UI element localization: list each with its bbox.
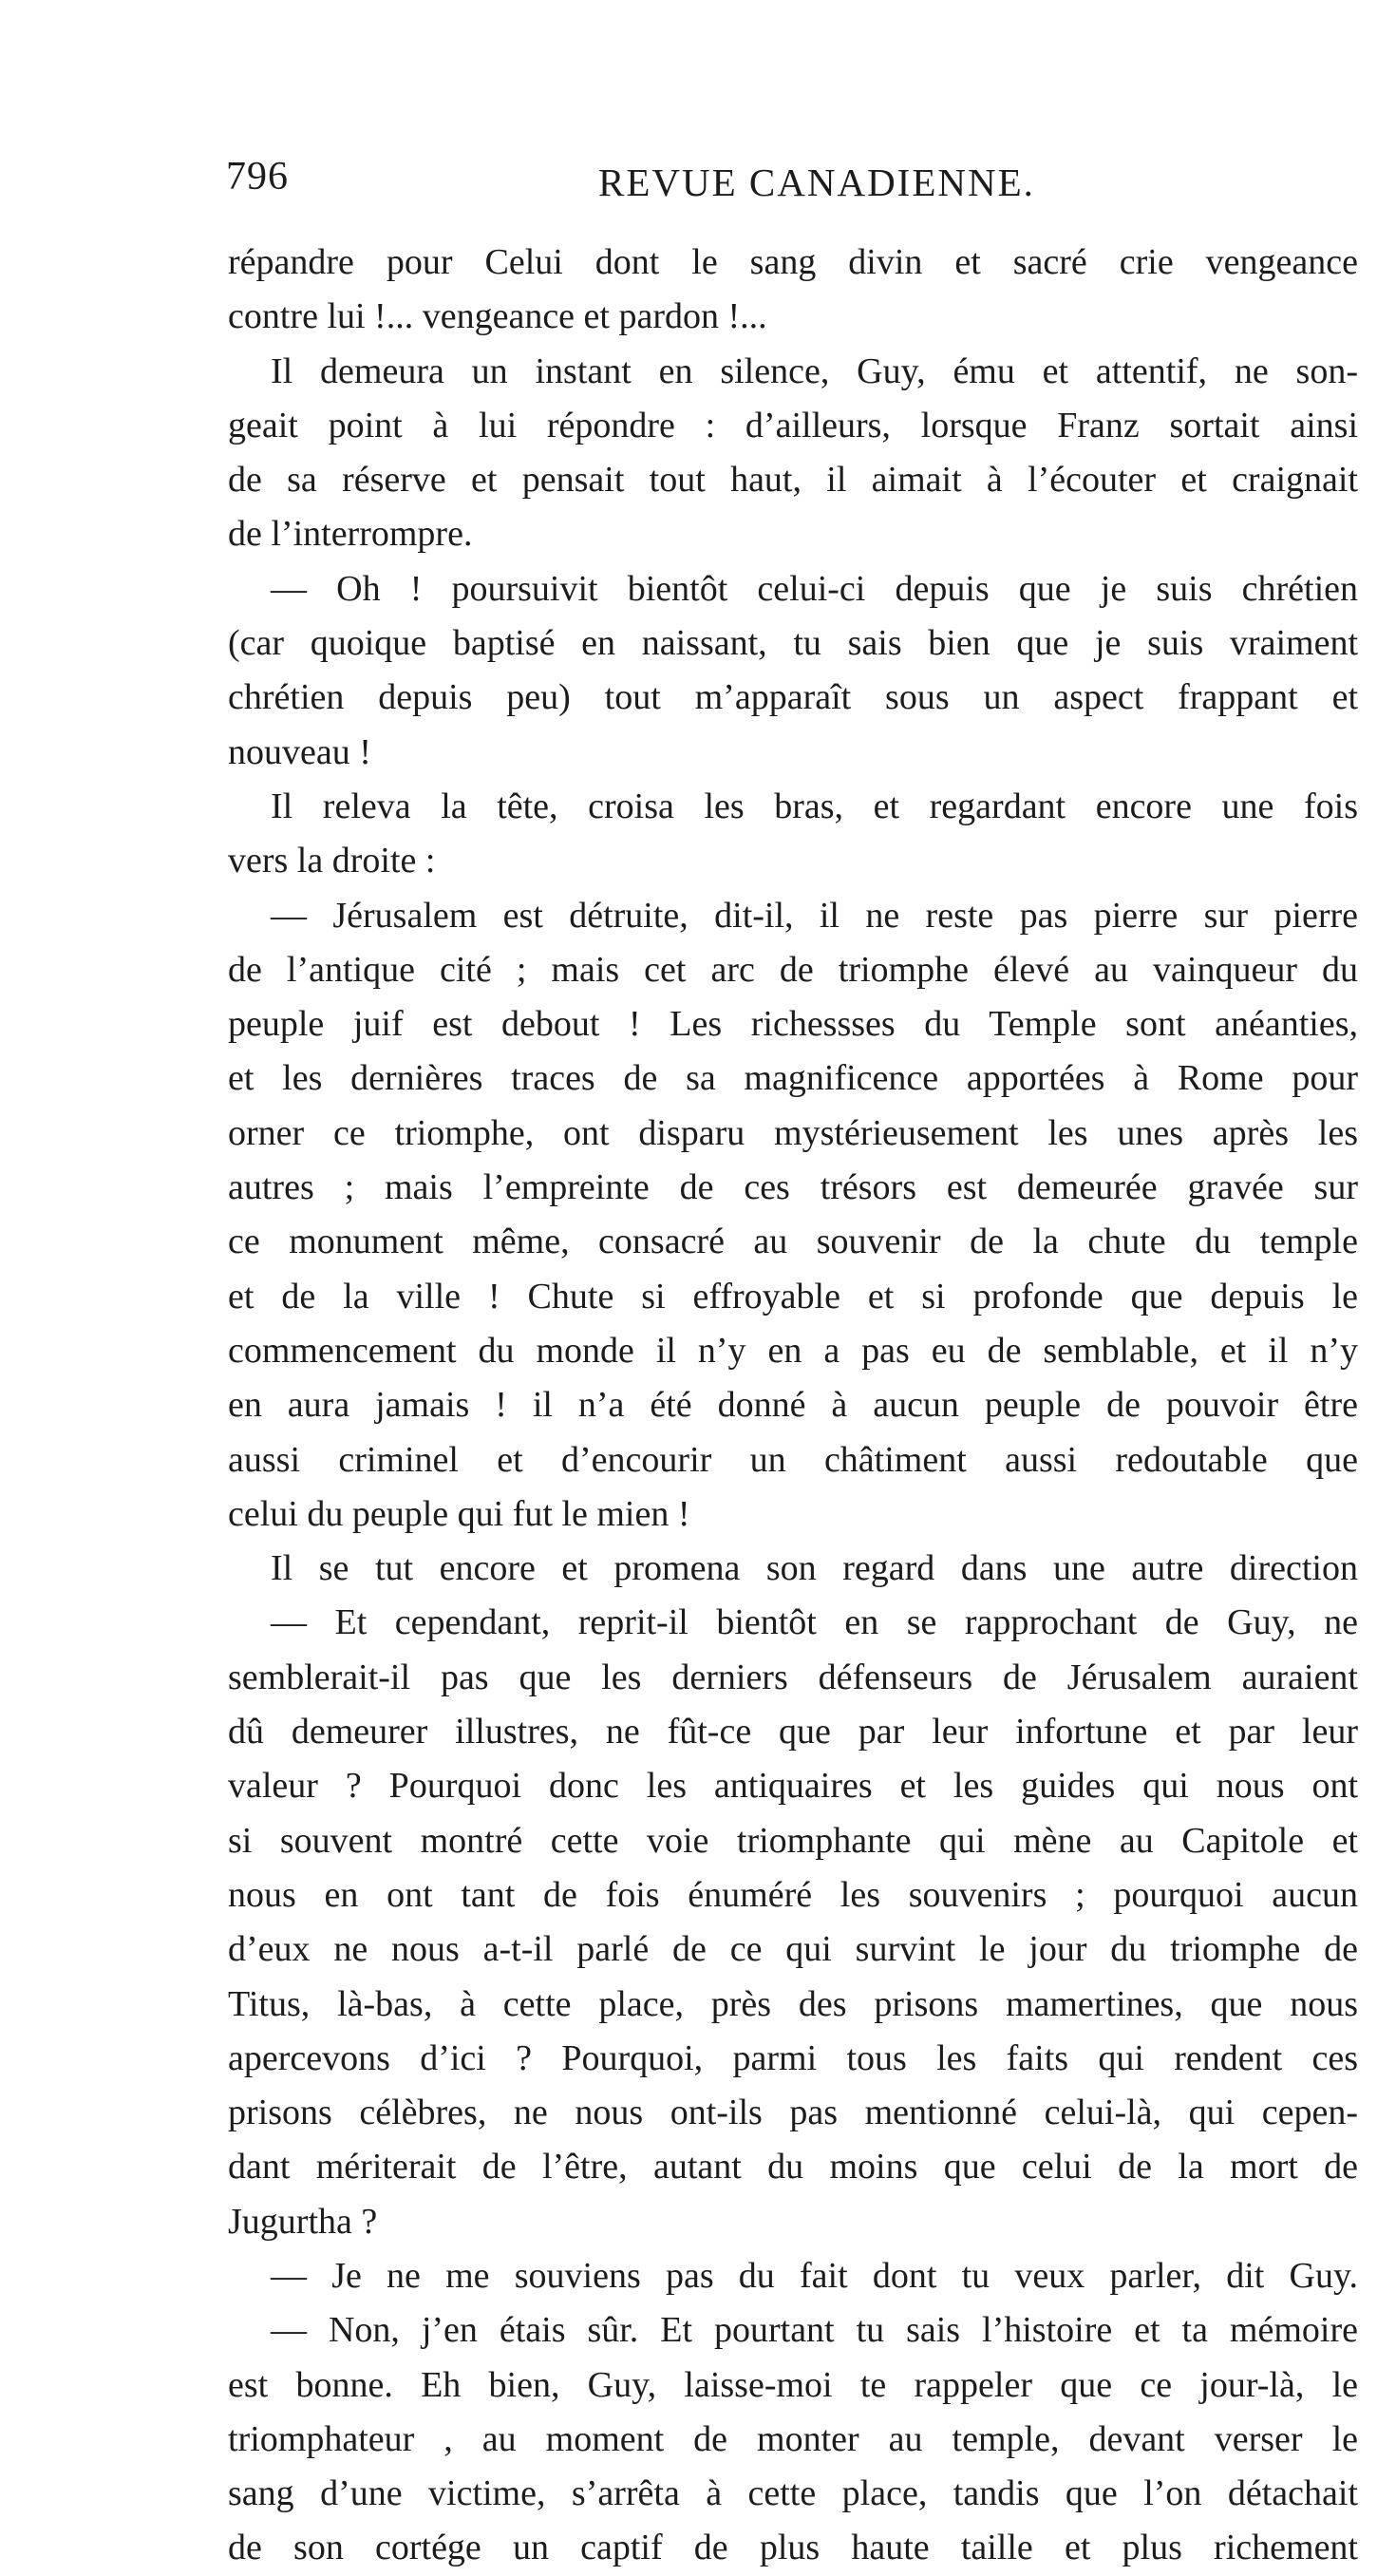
- text-line: de son cortége un captif de plus haute taille et plus richement: [228, 2528, 1358, 2568]
- text-line: de sa réserve et pensait tout haut, il aimait à l’écouter et craignait: [228, 460, 1358, 501]
- text-line: répandre pour Celui dont le sang divin et sacré crie vengeance: [228, 242, 1358, 282]
- text-line: Il releva la tête, croisa les bras, et regardant encore une fois: [271, 786, 1358, 826]
- text-line: en aura jamais ! il n’a été donné à aucun peuple de pouvoir être: [228, 1385, 1358, 1426]
- text-line: celui du peuple qui fut le mien !: [228, 1493, 690, 1534]
- text-line: — Jérusalem est détruite, dit-il, il ne reste pas pierre sur pierre: [271, 895, 1358, 936]
- text-line: de l’interrompre.: [228, 514, 473, 555]
- text-line: nous en ont tant de fois énuméré les souvenirs ; pourquoi aucun: [228, 1874, 1358, 1915]
- text-line: geait point à lui répondre : d’ailleurs, lorsque Franz sortait ainsi: [228, 405, 1358, 445]
- text-line: apercevons d’ici ? Pourquoi, parmi tous les faits qui rendent ces: [228, 2037, 1358, 2078]
- text-line: chrétien depuis peu) tout m’apparaît sous un aspect frappant et: [228, 677, 1358, 718]
- text-line: Titus, là-bas, à cette place, près des prisons mamertines, que nous: [228, 1983, 1358, 2024]
- text-line: vers la droite :: [228, 841, 436, 881]
- text-line: de l’antique cité ; mais cet arc de triomphe élevé au vainqueur du: [228, 949, 1358, 990]
- text-line: Il se tut encore et promena son regard dans une autre direction: [271, 1548, 1358, 1589]
- text-line: orner ce triomphe, ont disparu mystérieusement les unes après les: [228, 1112, 1358, 1153]
- text-line: triomphateur , au moment de monter au temple, devant verser le: [228, 2418, 1358, 2459]
- text-line: prisons célèbres, ne nous ont-ils pas mentionné celui-là, qui cepen-: [228, 2093, 1358, 2133]
- text-line: sang d’une victime, s’arrêta à cette place, tandis que l’on détachait: [228, 2473, 1358, 2514]
- text-line: commencement du monde il n’y en a pas eu de semblable, et il n’y: [228, 1330, 1358, 1371]
- text-line: nouveau !: [228, 731, 371, 772]
- text-line: contre lui !... vengeance et pardon !...: [228, 296, 767, 337]
- text-line: ce monument même, consacré au souvenir de la chute du temple: [228, 1222, 1358, 1262]
- text-line: dû demeurer illustres, ne fût-ce que par leur infortune et par leur: [228, 1712, 1358, 1752]
- running-title: REVUE CANADIENNE.: [598, 161, 1035, 204]
- text-line: Jugurtha ?: [228, 2201, 378, 2242]
- text-line: — Oh ! poursuivit bientôt celui-ci depuis que je suis chrétien: [271, 568, 1358, 609]
- text-line: d’eux ne nous a-t-il parlé de ce qui survint le jour du triomphe de: [228, 1929, 1358, 1970]
- text-line: — Et cependant, reprit-il bientôt en se rapprochant de Guy, ne: [271, 1602, 1358, 1643]
- text-line: et les dernières traces de sa magnificence apportées à Rome pour: [228, 1058, 1358, 1099]
- text-line: dant mériterait de l’être, autant du moins que celui de la mort de: [228, 2147, 1358, 2188]
- text-line: semblerait-il pas que les derniers défenseurs de Jérusalem auraient: [228, 1657, 1358, 1697]
- text-line: — Non, j’en étais sûr. Et pourtant tu sais l’histoire et ta mémoire: [271, 2310, 1358, 2351]
- text-line: est bonne. Eh bien, Guy, laisse-moi te rappeler que ce jour-là, le: [228, 2364, 1358, 2405]
- text-line: — Je ne me souviens pas du fait dont tu veux parler, dit Guy.: [271, 2255, 1358, 2296]
- text-line: aussi criminel et d’encourir un châtiment aussi redoutable que: [228, 1439, 1358, 1480]
- text-line: et de la ville ! Chute si effroyable et si profonde que depuis le: [228, 1276, 1358, 1316]
- text-line: si souvent montré cette voie triomphante qui mène au Capitole et: [228, 1820, 1358, 1861]
- page-number: 796: [226, 155, 289, 199]
- text-line: Il demeura un instant en silence, Guy, ému et attentif, ne son-: [271, 350, 1358, 391]
- text-line: autres ; mais l’empreinte de ces trésors est demeurée gravée sur: [228, 1167, 1358, 1208]
- text-line: valeur ? Pourquoi donc les antiquaires et les guides qui nous ont: [228, 1766, 1358, 1807]
- text-line: peuple juif est debout ! Les richessses du Temple sont anéanties,: [228, 1004, 1358, 1045]
- body-text: [228, 236, 1358, 2576]
- text-line: (car quoique baptisé en naissant, tu sais bien que je suis vraiment: [228, 623, 1358, 664]
